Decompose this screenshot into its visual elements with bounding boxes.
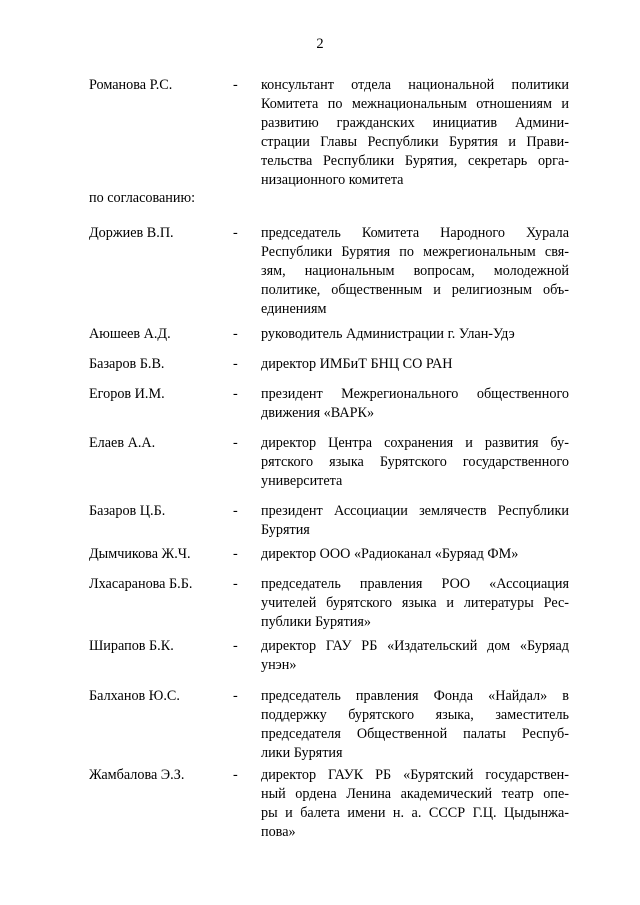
position-line: ры и балета имени н. а. СССР Г.Ц. Цыдынжа- bbox=[261, 805, 569, 821]
position-line: зям, национальным вопросам, молодежной bbox=[261, 263, 569, 279]
position-line: директор Центра сохранения и развития бу- bbox=[261, 435, 569, 451]
member-position bbox=[261, 325, 569, 344]
position-line: рятского языка Бурятского государственного bbox=[261, 454, 569, 470]
position-line: тельства Республики Бурятия, секретарь орга- bbox=[261, 153, 569, 169]
member-position bbox=[261, 687, 569, 763]
position-line: развитию гражданских инициатив Админи- bbox=[261, 115, 569, 131]
member-name: Балханов Ю.С. bbox=[89, 688, 180, 704]
dash-separator: - bbox=[233, 546, 238, 562]
position-line: единениям bbox=[261, 301, 327, 317]
position-line: движения «ВАРК» bbox=[261, 405, 375, 421]
member-position bbox=[261, 575, 569, 632]
member-name: Ширапов Б.К. bbox=[89, 638, 174, 654]
member-name: Елаев А.А. bbox=[89, 435, 156, 451]
member-position bbox=[261, 434, 569, 491]
dash-separator: - bbox=[233, 435, 238, 451]
member-name: Базаров Б.В. bbox=[89, 356, 165, 372]
dash-separator: - bbox=[233, 356, 238, 372]
position-line: Республики Бурятия по межрегиональным свя- bbox=[261, 244, 569, 260]
position-line: поддержку бурятского языка, заместитель bbox=[261, 707, 569, 723]
dash-separator: - bbox=[233, 77, 238, 93]
dash-separator: - bbox=[233, 638, 238, 654]
position-line: руководитель Администрации г. Улан-Удэ bbox=[261, 326, 515, 342]
dash-separator: - bbox=[233, 503, 238, 519]
dash-separator: - bbox=[233, 688, 238, 704]
member-position bbox=[261, 637, 569, 675]
member-position bbox=[261, 766, 569, 842]
position-line: директор ИМБиТ БНЦ СО РАН bbox=[261, 356, 453, 372]
position-line: университета bbox=[261, 473, 343, 489]
position-line: директор ГАУК РБ «Бурятский государствен- bbox=[261, 767, 569, 783]
position-line: председателя Общественной палаты Респуб- bbox=[261, 726, 569, 742]
member-name: Жамбалова Э.З. bbox=[89, 767, 185, 783]
position-line: председатель Комитета Народного Хурала bbox=[261, 225, 569, 241]
position-line: президент Межрегионального общественного bbox=[261, 386, 569, 402]
member-position bbox=[261, 385, 569, 423]
member-name: Егоров И.М. bbox=[89, 386, 165, 402]
position-line: ный ордена Ленина академический театр опе- bbox=[261, 786, 569, 802]
position-line: публики Бурятия» bbox=[261, 614, 371, 630]
member-position bbox=[261, 76, 569, 190]
position-line: унэн» bbox=[261, 657, 297, 673]
position-line: пова» bbox=[261, 824, 296, 840]
member-name: Аюшеев А.Д. bbox=[89, 326, 171, 342]
dash-separator: - bbox=[233, 326, 238, 342]
member-name: Лхасаранова Б.Б. bbox=[89, 576, 193, 592]
position-line: председатель правления РОО «Ассоциация bbox=[261, 576, 569, 592]
position-line: политике, общественным и религиозным объ- bbox=[261, 282, 569, 298]
position-line: страции Главы Республики Бурятия и Прави- bbox=[261, 134, 569, 150]
member-position bbox=[261, 224, 569, 319]
section-label: по согласованию: bbox=[89, 190, 196, 206]
position-line: консультант отдела национальной политики bbox=[261, 77, 569, 93]
member-position bbox=[261, 355, 569, 374]
position-line: председатель правления Фонда «Найдал» в bbox=[261, 688, 569, 704]
member-position bbox=[261, 502, 569, 540]
member-name: Базаров Ц.Б. bbox=[89, 503, 166, 519]
member-name: Дымчикова Ж.Ч. bbox=[89, 546, 191, 562]
position-line: Бурятия bbox=[261, 522, 310, 538]
dash-separator: - bbox=[233, 386, 238, 402]
member-name: Доржиев В.П. bbox=[89, 225, 174, 241]
position-line: директор ГАУ РБ «Издательский дом «Буряад bbox=[261, 638, 569, 654]
position-line: низационного комитета bbox=[261, 172, 404, 188]
page-number: 2 bbox=[316, 36, 324, 52]
position-line: президент Ассоциации землячеств Республики bbox=[261, 503, 569, 519]
dash-separator: - bbox=[233, 767, 238, 783]
dash-separator: - bbox=[233, 225, 238, 241]
position-line: лики Бурятия bbox=[261, 745, 343, 761]
position-line: директор ООО «Радиоканал «Буряад ФМ» bbox=[261, 546, 519, 562]
position-line: Комитета по межнациональным отношениям и bbox=[261, 96, 569, 112]
member-position bbox=[261, 545, 569, 564]
dash-separator: - bbox=[233, 576, 238, 592]
member-name: Романова Р.С. bbox=[89, 77, 173, 93]
position-line: учителей бурятского языка и литературы Рес- bbox=[261, 595, 569, 611]
